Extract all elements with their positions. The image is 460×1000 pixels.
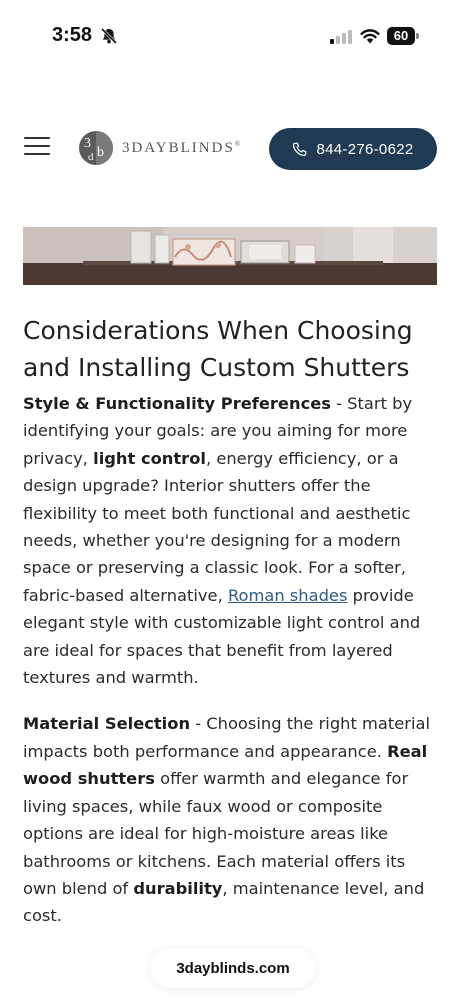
call-phone-button[interactable] (269, 128, 437, 170)
wifi-icon (360, 27, 380, 44)
paragraph-material-selection: Material Selection - Choosing the right material impacts both performance and appearance. Real wood shutters offer warmth and elegance for living spaces, while faux wood or composite options are ideal for high-moisture areas like bathrooms or kitchens. Each material offers its own blend of durability, maintenance level, and cost. (23, 714, 430, 926)
site-header (0, 120, 460, 180)
section-lead-material: Material Selection (23, 714, 191, 734)
battery-icon (387, 27, 419, 45)
section-lead-style: Style & Functionality Preferences (23, 394, 331, 413)
article (23, 312, 435, 930)
signal-icon (330, 30, 352, 44)
status-bar (0, 0, 460, 70)
hamburger-menu-icon[interactable] (24, 137, 50, 159)
bell-slash-icon (100, 27, 118, 45)
browser-address-pill[interactable]: 3dayblinds.com (150, 948, 316, 988)
article-title: Considerations When Choosing and Installing Custom Shutters (23, 316, 413, 382)
svg-text:3: 3 (84, 136, 91, 151)
svg-text:b: b (97, 145, 104, 160)
logo-mark-icon (78, 130, 114, 166)
logo-text: 3DAYBLINDS® (122, 139, 241, 156)
logo[interactable] (78, 128, 240, 168)
bold-durability: durability (133, 878, 223, 898)
battery-level: 60 (387, 27, 415, 45)
phone-number-label: 844-276-0622 (316, 140, 414, 158)
hero-photo (23, 227, 437, 285)
roman-shades-link[interactable]: Roman shades (227, 585, 348, 605)
bold-light-control: light control (93, 448, 206, 468)
svg-text:d: d (88, 151, 94, 163)
paragraph-style-functionality: Style & Functionality Preferences - Start by identifying your goals: are you aiming for more privacy, light control, energy efficiency, or a design upgrade? Interior shutters offer the flexibility to meet both functional and aesthetic needs, whether you're designing for a modern space or preserving a classic look. For a softer, fabric-based alternative, Roman shades provide elegant style with customizable light control and are ideal for spaces that benefit from layered textures and warmth. (23, 394, 421, 688)
bold-real-wood-shutters: Real wood shutters (23, 741, 428, 789)
status-time: 3:58 (52, 24, 93, 46)
phone-icon (292, 142, 307, 157)
hero-image (23, 227, 437, 285)
